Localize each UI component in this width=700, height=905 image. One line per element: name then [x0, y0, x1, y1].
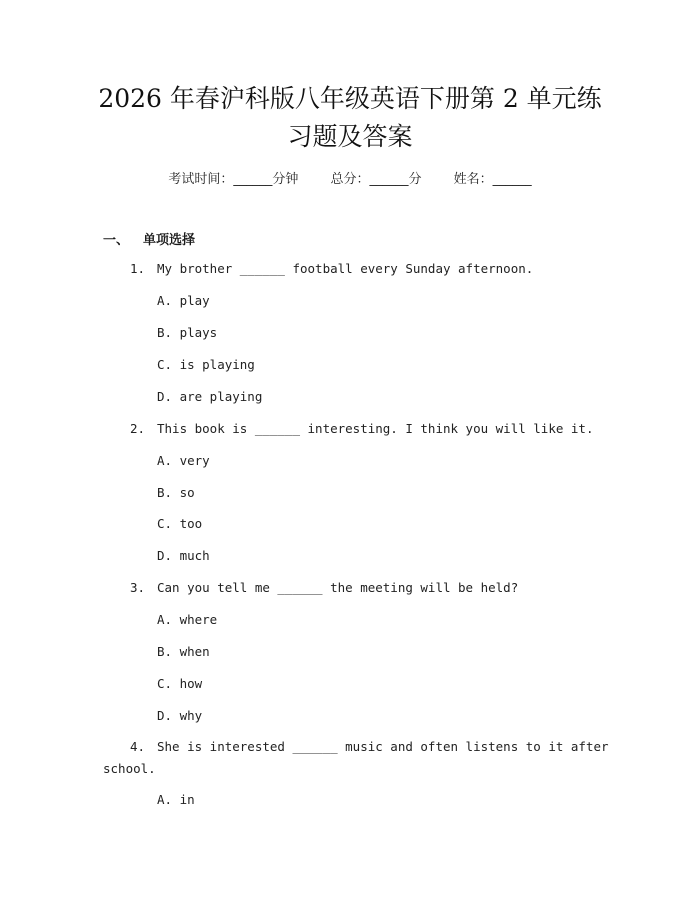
question-number: 2. [130, 421, 146, 436]
option-1a: A. play [157, 293, 210, 308]
question-text: This book is ______ interesting. I think you will like it. [157, 421, 594, 436]
question-4-continuation: school. [103, 761, 156, 776]
exam-info-line [0, 168, 700, 187]
section-heading-single-choice [103, 229, 195, 248]
section-title: 单项选择 [143, 233, 196, 248]
option-3a: A. where [157, 612, 218, 627]
question-text: My brother ______ football every Sunday afternoon. [157, 261, 534, 276]
question-number: 3. [130, 580, 146, 595]
option-3b: B. when [157, 644, 210, 659]
option-2a: A. very [157, 453, 210, 468]
question-3 [130, 580, 518, 595]
option-2c: C. too [157, 516, 203, 531]
question-number: 1. [130, 261, 146, 276]
exam-time-field: 考试时间：______分钟 [168, 172, 299, 187]
section-number: 一、 [103, 233, 130, 248]
option-2b: B. so [157, 485, 195, 500]
option-1b: B. plays [157, 325, 218, 340]
question-text: Can you tell me ______ the meeting will be held? [157, 580, 519, 595]
option-2d: D. much [157, 548, 210, 563]
title-line-2: 习题及答案 [287, 122, 413, 151]
total-score-field: 总分：______分 [330, 172, 422, 187]
question-text-line-1: She is interested ______ music and often listens to it after [157, 739, 609, 754]
option-3d: D. why [157, 708, 203, 723]
option-1c: C. is playing [157, 357, 255, 372]
title-line-1: 2026 年春沪科版八年级英语下册第 2 单元练 [98, 84, 602, 113]
question-number: 4. [130, 739, 146, 754]
option-4a: A. in [157, 792, 195, 807]
option-1d: D. are playing [157, 389, 263, 404]
option-3c: C. how [157, 676, 203, 691]
question-1 [130, 261, 533, 276]
page-title [90, 80, 610, 156]
question-2 [130, 421, 594, 436]
question-4 [130, 739, 609, 754]
student-name-field: 姓名：______ [453, 172, 532, 187]
